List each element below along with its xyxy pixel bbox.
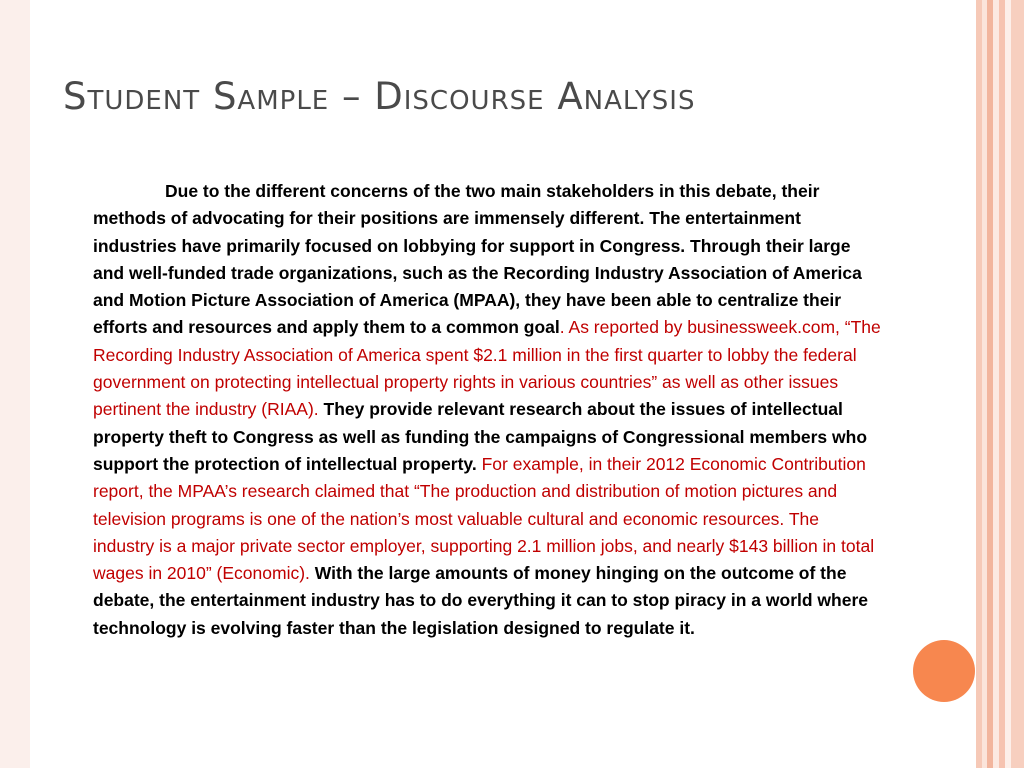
text-run: Due to the different concerns of the two main stakeholders in this debate, their methods of advocating for their positions are immensely different. The entertainment industries have primarily focused on lobbying for support in Congress. Through their large and well-funded trade organizations, such as the Recording Industry Association of America and Motion Picture Association of America (MPAA), they have been able to centralize their efforts and resources and apply them to a common goal <box>93 181 862 338</box>
quoted-text-run: For example, in their 2012 Economic Contribution report, the MPAA’s research claimed that “The production and distribution of motion pictures and television programs is one of the nation’s most valuable cultural and economic resources. The industry is a major private sector employer, supporting 2.1 million jobs, and nearly $143 billion in total wages in 2010” (Economic). <box>93 453 875 584</box>
text-run: They provide relevant research about the issues of intellectual property theft to Congress as well as funding the campaigns of Congressional members who support the protection of intellectual property. <box>93 399 868 474</box>
slide-title: Student Sample – Discourse Analysis <box>63 75 696 118</box>
decorative-circle <box>913 640 975 702</box>
text-run: With the large amounts of money hinging on the outcome of the debate, the entertainment industry has to do everything it can to stop piracy in a world where technology is evolving faster than the legislation designed to regulate it. <box>93 563 868 638</box>
decorative-stripe <box>1011 0 1024 768</box>
quoted-text-run: . As reported by businessweek.com, “The Recording Industry Association of America spent $2.1 million in the first quarter to lobby the federal government on protecting intellectual property rights in various countries” as well as other issues pertinent the industry (RIAA). <box>93 317 881 420</box>
body-paragraph <box>93 178 883 642</box>
